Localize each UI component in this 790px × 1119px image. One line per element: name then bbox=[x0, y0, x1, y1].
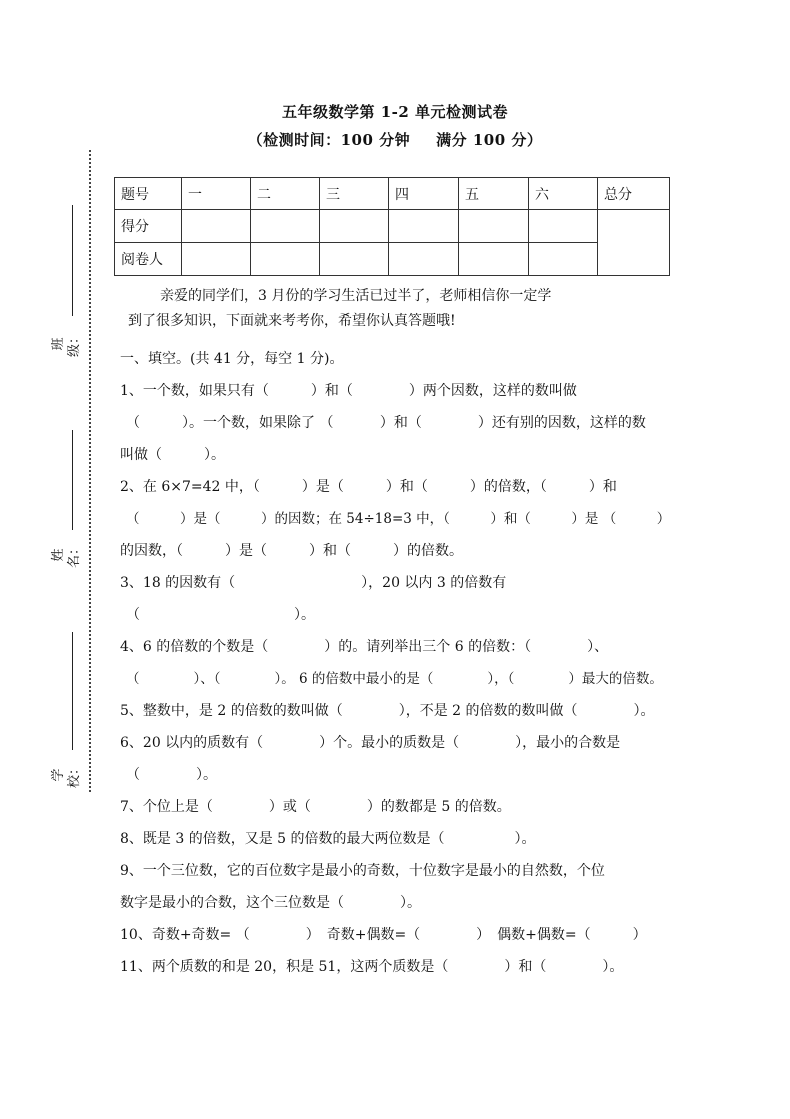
table-cell: 四 bbox=[389, 178, 459, 210]
question-line: 8、既是 3 的倍数，又是 5 的倍数的最大两位数是（ ）。 bbox=[120, 831, 536, 847]
reviewer-input-cell[interactable] bbox=[320, 243, 389, 276]
score-input-cell[interactable] bbox=[389, 210, 459, 243]
section-fill-in bbox=[120, 343, 680, 983]
school-field-line[interactable] bbox=[72, 632, 73, 750]
question-line: 数字是最小的合数，这个三位数是（ ）。 bbox=[120, 895, 421, 911]
question-line: 的因数，（ ）是（ ）和（ ）的倍数。 bbox=[120, 543, 463, 559]
question-line: （ ）是（ ）的因数；在 54÷18=3 中，（ ）和（ ）是 （ ） bbox=[126, 511, 671, 527]
table-cell: 得分 bbox=[115, 210, 182, 243]
score-table-reviewer-row bbox=[115, 243, 670, 276]
score-input-cell[interactable] bbox=[251, 210, 320, 243]
score-table-score-row bbox=[115, 210, 670, 243]
reviewer-input-cell[interactable] bbox=[389, 243, 459, 276]
table-cell: 总分 bbox=[598, 178, 670, 210]
question-line: 5、整数中，是 2 的倍数的数叫做（ ），不是 2 的倍数的数叫做（ ）。 bbox=[120, 703, 655, 719]
class-field-line[interactable] bbox=[72, 205, 73, 316]
name-field-line[interactable] bbox=[72, 430, 73, 530]
reviewer-input-cell[interactable] bbox=[251, 243, 320, 276]
question-line: （ ）。一个数，如果除了 （ ）和（ ）还有别的因数，这样的数 bbox=[126, 415, 646, 431]
score-table bbox=[114, 177, 670, 276]
section-heading: 一、填空。(共 41 分，每空 1 分)。 bbox=[120, 351, 344, 367]
score-table-header-row bbox=[115, 178, 670, 210]
school-label: 学校： bbox=[51, 762, 82, 789]
table-cell: 五 bbox=[459, 178, 529, 210]
intro-line: 亲爱的同学们，3 月份的学习生活已过半了，老师相信你一定学 bbox=[160, 288, 552, 304]
intro-line: 到了很多知识，下面就来考考你，希望你认真答题哦! bbox=[128, 313, 456, 329]
full-score: 满分 100 分） bbox=[436, 131, 543, 149]
question-line: （ ）。 bbox=[126, 767, 217, 783]
page-subtitle bbox=[0, 129, 790, 150]
binding-dotted-line bbox=[89, 150, 91, 792]
score-input-cell[interactable] bbox=[459, 210, 529, 243]
exam-time: （检测时间：100 分钟 bbox=[247, 131, 411, 149]
question-line: 叫做（ ）。 bbox=[120, 447, 225, 463]
name-label: 姓名： bbox=[51, 542, 82, 569]
question-line: 3、18 的因数有（ ），20 以内 3 的倍数有 bbox=[120, 575, 507, 591]
score-input-cell[interactable] bbox=[529, 210, 598, 243]
score-input-cell[interactable] bbox=[182, 210, 251, 243]
total-score-cell[interactable] bbox=[598, 210, 670, 276]
question-line: （ ）。 bbox=[126, 607, 315, 623]
table-cell: 三 bbox=[320, 178, 389, 210]
question-line: （ ）、（ ）。 6 的倍数中最小的是（ ），（ ）最大的倍数。 bbox=[126, 671, 663, 687]
table-cell: 题号 bbox=[115, 178, 182, 210]
class-label: 班级： bbox=[51, 331, 82, 358]
question-line: 9、一个三位数，它的百位数字是最小的奇数，十位数字是最小的自然数，个位 bbox=[120, 863, 605, 879]
question-line: 10、奇数+奇数= （ ） 奇数+偶数=（ ） 偶数+偶数=（ ） bbox=[120, 927, 647, 943]
question-line: 4、6 的倍数的个数是（ ）的。请列举出三个 6 的倍数：（ ）、 bbox=[120, 639, 609, 655]
reviewer-input-cell[interactable] bbox=[459, 243, 529, 276]
question-line: 11、两个质数的和是 20，积是 51，这两个质数是（ ）和（ ）。 bbox=[120, 959, 624, 975]
page-title: 五年级数学第 1-2 单元检测试卷 bbox=[281, 103, 509, 121]
question-line: 2、在 6×7=42 中，（ ）是（ ）和（ ）的倍数，（ ）和 bbox=[120, 479, 617, 495]
question-line: 1、一个数，如果只有（ ）和（ ）两个因数，这样的数叫做 bbox=[120, 383, 577, 399]
question-line: 6、20 以内的质数有（ ）个。最小的质数是（ ），最小的合数是 bbox=[120, 735, 621, 751]
table-cell: 阅卷人 bbox=[115, 243, 182, 276]
score-input-cell[interactable] bbox=[320, 210, 389, 243]
table-cell: 二 bbox=[251, 178, 320, 210]
table-cell: 六 bbox=[529, 178, 598, 210]
intro-paragraph bbox=[128, 284, 648, 334]
table-cell: 一 bbox=[182, 178, 251, 210]
reviewer-input-cell[interactable] bbox=[529, 243, 598, 276]
reviewer-input-cell[interactable] bbox=[182, 243, 251, 276]
question-line: 7、个位上是（ ）或（ ）的数都是 5 的倍数。 bbox=[120, 799, 511, 815]
